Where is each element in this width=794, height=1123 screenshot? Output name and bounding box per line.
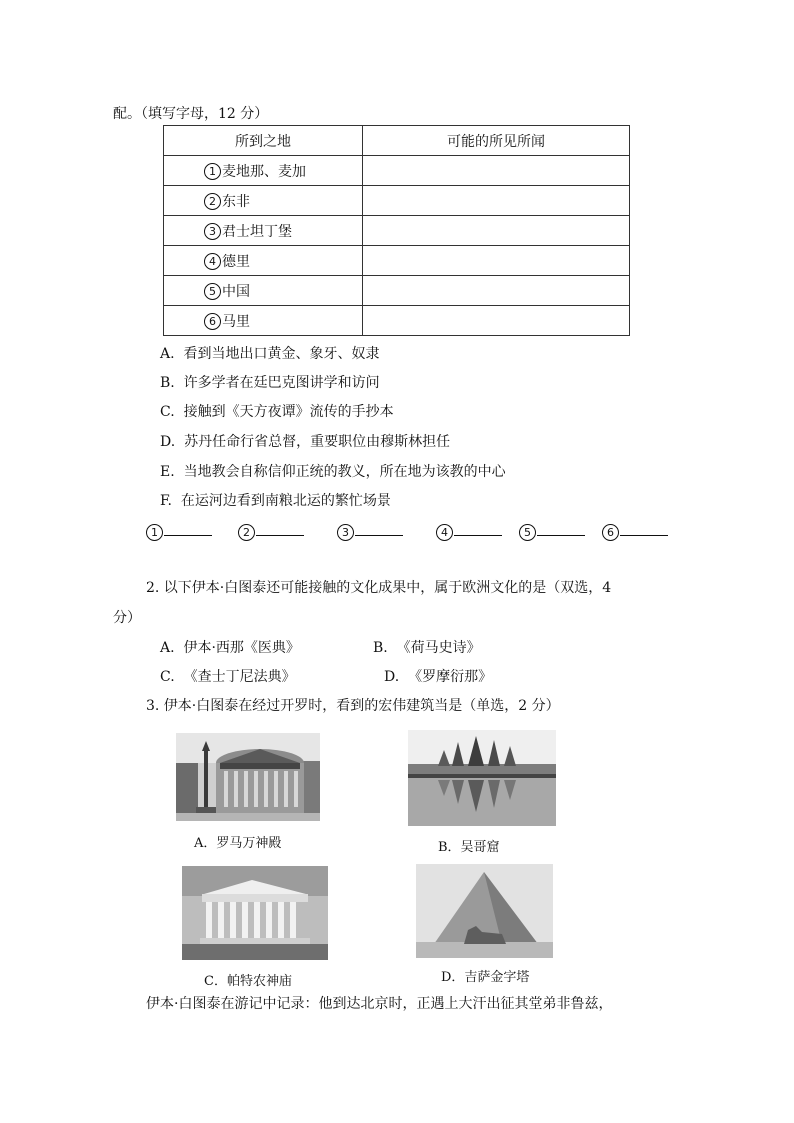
place-name: 麦地那、麦加	[222, 163, 306, 180]
table-row	[164, 186, 630, 216]
intro-text: 配。（填写字母，12 分）	[113, 106, 269, 122]
angkor-wat-photo[interactable]	[408, 730, 556, 826]
place-name: 东非	[222, 193, 250, 210]
table-row	[164, 216, 630, 246]
q2-choice-c[interactable]: C. 《查士丁尼法典》	[160, 669, 296, 685]
circled-number: 2	[204, 193, 221, 210]
table-row	[164, 306, 630, 336]
q2-stem-cont: 分）	[113, 610, 141, 626]
answer-cell[interactable]	[363, 216, 630, 246]
option-f: F. 在运河边看到南粮北运的繁忙场景	[160, 493, 391, 509]
q3-stem: 3. 伊本·白图泰在经过开罗时，看到的宏伟建筑当是（单选，2 分）	[146, 698, 560, 714]
table-row	[164, 156, 630, 186]
closing-text: 伊本·白图泰在游记中记录：他到达北京时，正遇上大汗出征其堂弟非鲁兹，	[146, 996, 613, 1012]
caption-c: C．帕特农神庙	[204, 974, 292, 989]
table-row	[164, 246, 630, 276]
answer-cell[interactable]	[363, 306, 630, 336]
place-name: 君士坦丁堡	[222, 223, 292, 240]
option-b: B. 许多学者在廷巴克图讲学和访问	[160, 375, 380, 391]
answer-blank-5[interactable]: 5	[519, 521, 585, 542]
caption-a: A．罗马万神殿	[194, 836, 282, 851]
pantheon-photo[interactable]	[176, 733, 320, 821]
giza-pyramid-photo[interactable]	[416, 864, 553, 958]
header-observation: 可能的所见所闻	[363, 126, 630, 156]
circled-number: 6	[204, 313, 221, 330]
caption-d: D．吉萨金字塔	[441, 970, 530, 985]
answer-cell[interactable]	[363, 186, 630, 216]
option-e: E. 当地教会自称信仰正统的教义，所在地为该教的中心	[160, 464, 506, 480]
parthenon-photo[interactable]	[182, 866, 328, 960]
answer-cell[interactable]	[363, 156, 630, 186]
circled-number: 3	[204, 223, 221, 240]
option-d: D. 苏丹任命行省总督，重要职位由穆斯林担任	[160, 434, 451, 450]
place-name: 马里	[222, 313, 250, 330]
header-place: 所到之地	[164, 126, 363, 156]
answer-blank-2[interactable]: 2	[238, 521, 304, 542]
answer-blank-6[interactable]: 6	[602, 521, 668, 542]
caption-b: B．吴哥窟	[438, 840, 500, 855]
table-header-row	[164, 126, 630, 156]
option-c: C. 接触到《天方夜谭》流传的手抄本	[160, 404, 394, 420]
place-name: 德里	[222, 253, 250, 270]
answer-blank-1[interactable]: 1	[146, 521, 212, 542]
answer-cell[interactable]	[363, 246, 630, 276]
circled-number: 5	[204, 283, 221, 300]
option-a: A. 看到当地出口黄金、象牙、奴隶	[160, 346, 380, 362]
answer-blank-4[interactable]: 4	[436, 521, 502, 542]
place-name: 中国	[222, 283, 250, 300]
q2-choice-b[interactable]: B. 《荷马史诗》	[373, 640, 481, 656]
table-row	[164, 276, 630, 306]
answer-cell[interactable]	[363, 276, 630, 306]
matching-table	[163, 125, 630, 336]
circled-number: 4	[204, 253, 221, 270]
q2-choice-d[interactable]: D. 《罗摩衍那》	[384, 669, 493, 685]
q2-stem: 2. 以下伊本·白图泰还可能接触的文化成果中，属于欧洲文化的是（双选，4	[146, 580, 612, 596]
answer-blank-3[interactable]: 3	[337, 521, 403, 542]
q2-choice-a[interactable]: A. 伊本·西那《医典》	[160, 640, 300, 656]
circled-number: 1	[204, 163, 221, 180]
